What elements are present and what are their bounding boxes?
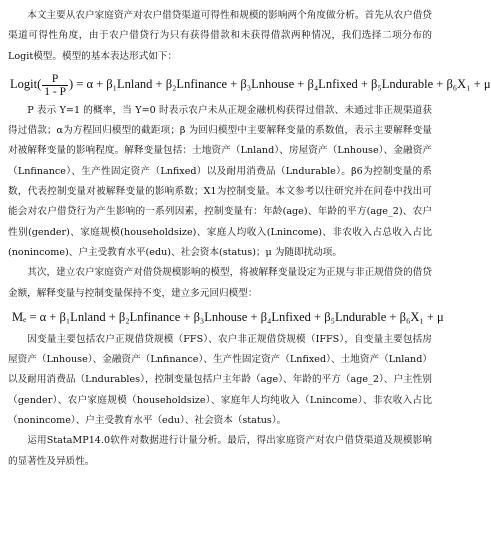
variable-definition-paragraph: P 表示 Y=1 的概率，当 Y=0 时表示农户未从正规金融机构获得过借款、未通过非正规渠道获得过借款；α为方程回归模型的截距项；β 为回归模型中主要解释变量的系数值，表示主要解释变量对被解释变量的影响程度。解释变量包括：土地资产（Lnland）、房屋资产（Lnhouse）、金融资产（Lnfinance）、生产性固定资产（Lnfixed）以及耐用消费品（Lndurable）。β6为控制变量的系数，代表控制变量对被解释变量的影响系数；X1为控制变量。本文参考以往研究并在问卷中找出可能会对农户借贷行为产生影响的一系列因素，控制变量有：年龄(age)、年龄的平方(age_2)、农户性别(gender)、家庭规模(householdsize)、家庭人均收入(Lnincome)、非农收入占总收入占比(nonincome)、户主受教育水平(edu)、社会资本(status)；μ 为随即扰动项。 (8, 104, 432, 258)
intro-paragraph: 本文主要从农户家庭资产对农户借贷渠道可得性和规模的影响两个角度做分析。首先从农户借贷渠道可得性角度，由于农户借贷行为只有获得借款和未获得借款两种情况，我们选择二项分布的Logit模型。模型的基本表达形式如下： (8, 10, 432, 62)
variables-list-paragraph: 因变量主要包括农户正规借贷规模（FFS）、农户非正规借贷规模（IFFS），自变量主要包括房屋资产（Lnhouse）、金融资产（Lnfinance）、生产性固定资产（Lnfixed）、土地资产（Lnland）以及耐用消费品（Lndurables），控制变量包括户主年龄（age）、年龄的平方（age_2）、户主性别（gender）、农户家庭规模（householdsize）、家庭年人均纯收入（Lnincome）、非农收入占比（nonincome）、户主受教育水平（edu）、社会资本（status）。 (8, 333, 432, 427)
regression-formula: Mₑ = α + β₁Lnland + β₂Lnfinance + β₃Lnhouse + β₄Lnfixed + β₅Lndurable + β₆X₁ + μ (12, 309, 444, 324)
method-paragraph: 运用StataMP14.0软件对数据进行计量分析。最后，得出家庭资产对农户借贷渠道及规模影响的显著性及异质性。 (8, 435, 432, 467)
second-model-paragraph: 其次，建立农户家庭资产对借贷规模影响的模型，将被解释变量设定为正规与非正规借贷的借贷金额，解释变量与控制变量保持不变，建立多元回归模型： (8, 267, 432, 299)
logit-formula (8, 67, 491, 101)
logit-fraction (42, 73, 68, 98)
logit-rhs: ) = α + β₁Lnland + β₂Lnfinance + β₃Lnhouse + β₄Lnfixed + β₅Lndurable + β₆X₁ + μ (68, 76, 491, 91)
fraction-numerator: P (42, 73, 68, 86)
fraction-denominator: 1 - P (44, 85, 66, 98)
logit-prefix: Logit( (10, 76, 42, 91)
